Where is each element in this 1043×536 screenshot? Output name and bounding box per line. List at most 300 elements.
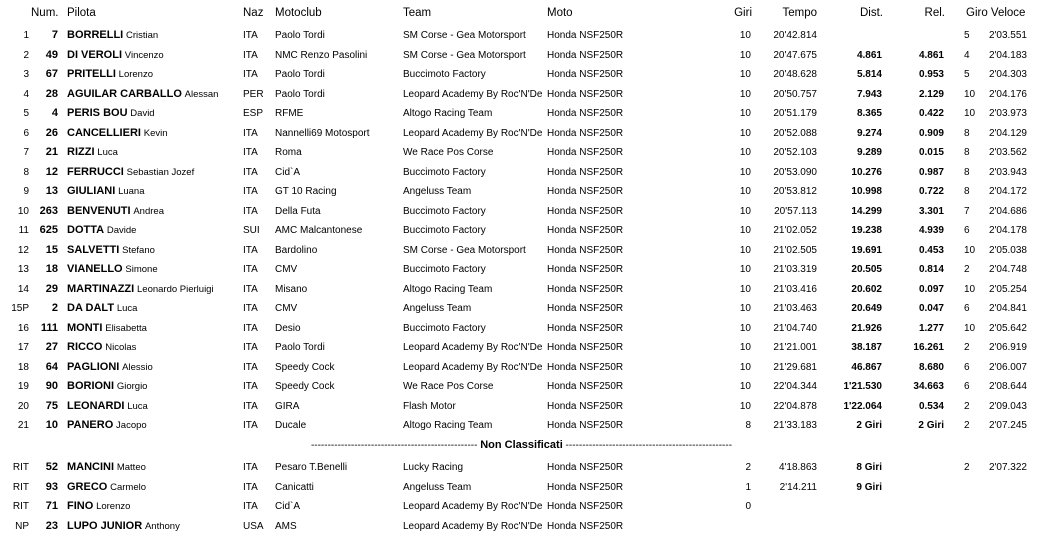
best-lap-number-cell: 6 (964, 361, 970, 373)
dist-cell: 9.289 (856, 147, 882, 158)
surname: FERRUCCI (67, 165, 124, 178)
team-cell: Leopard Academy By Roc'N'De (403, 521, 543, 533)
moto-cell: Honda NSF250R (547, 69, 624, 80)
best-lap-time-cell: 2'05.038 (988, 244, 1027, 256)
motoclub-cell: Della Futa (275, 205, 321, 217)
table-row (0, 124, 1043, 143)
first-name: Simone (125, 264, 158, 275)
pilota-cell (67, 182, 144, 201)
pilota-cell (67, 416, 147, 435)
rel-cell: 0.909 (918, 127, 944, 139)
number-cell: 29 (45, 282, 58, 295)
first-name: Lorenzo (96, 501, 131, 513)
best-lap-number-cell: 4 (964, 49, 970, 61)
header-dist: Dist. (860, 7, 883, 19)
dist-cell: 14.299 (851, 205, 882, 217)
giri-cell: 10 (739, 69, 751, 80)
naz-cell: ITA (243, 264, 258, 275)
header-tempo: Tempo (782, 7, 817, 19)
first-name: Luca (127, 400, 148, 412)
giri-cell: 10 (739, 127, 751, 139)
table-row (0, 416, 1043, 435)
moto-cell: Honda NSF250R (547, 303, 624, 314)
best-lap-time-cell: 2'09.043 (988, 400, 1027, 412)
moto-cell: Honda NSF250R (547, 342, 624, 353)
moto-cell: Honda NSF250R (547, 521, 624, 533)
best-lap-time-cell: 2'04.176 (988, 88, 1027, 100)
number-cell: 13 (45, 185, 58, 197)
best-lap-number-cell: 10 (964, 283, 976, 295)
first-name: Luca (97, 147, 118, 158)
surname: RICCO (67, 341, 103, 353)
team-cell: Buccimoto Factory (403, 225, 486, 236)
moto-cell: Honda NSF250R (547, 381, 624, 392)
pilota-cell (67, 338, 136, 357)
tempo-cell: 21'29.681 (773, 361, 817, 373)
best-lap-time-cell: 2'03.562 (988, 147, 1027, 158)
rel-cell: 0.015 (918, 147, 944, 158)
first-name: Matteo (116, 462, 146, 473)
moto-cell: Honda NSF250R (547, 88, 624, 100)
surname: CANCELLIERI (67, 126, 141, 139)
first-name: Sebastian Jozef (126, 166, 195, 178)
motoclub-cell: Nannelli69 Motosport (275, 127, 370, 139)
best-lap-number-cell: 5 (964, 69, 970, 80)
rel-cell: 1.277 (918, 322, 944, 334)
pilota-cell (67, 497, 130, 516)
rel-cell: 0.534 (918, 400, 944, 412)
giri-cell: 10 (739, 303, 751, 314)
tempo-cell: 21'04.740 (773, 322, 817, 334)
motoclub-cell: NMC Renzo Pasolini (275, 49, 368, 61)
number-cell: 2 (51, 302, 58, 314)
best-lap-number-cell: 10 (964, 244, 976, 256)
giri-cell: 0 (745, 501, 751, 513)
naz-cell: PER (243, 88, 264, 100)
header-naz: Naz (243, 7, 264, 19)
best-lap-time-cell: 2'08.644 (988, 381, 1027, 392)
number-cell: 21 (45, 146, 58, 158)
pilota-cell (67, 124, 168, 143)
moto-cell: Honda NSF250R (547, 462, 624, 473)
dist-cell: 5.814 (856, 69, 882, 80)
best-lap-number-cell: 7 (964, 205, 970, 217)
dist-cell: 20.505 (851, 264, 882, 275)
naz-cell: ITA (243, 501, 258, 513)
dist-cell: 9 Giri (856, 481, 882, 493)
position-cell: 16 (17, 322, 29, 334)
motoclub-cell: AMC Malcantonese (275, 225, 363, 236)
naz-cell: USA (243, 521, 264, 533)
position-cell: 20 (17, 400, 29, 412)
position-cell: 1 (23, 30, 29, 41)
table-row (0, 182, 1043, 201)
motoclub-cell: Desio (275, 322, 301, 334)
moto-cell: Honda NSF250R (547, 127, 624, 139)
number-cell: 26 (45, 126, 58, 139)
first-name: Luana (118, 186, 145, 197)
position-cell: 8 (23, 166, 29, 178)
rel-cell: 3.301 (918, 205, 944, 217)
rel-cell: 0.097 (918, 283, 944, 295)
tempo-cell: 20'50.757 (773, 88, 817, 100)
table-row (0, 478, 1043, 497)
team-cell: Altogo Racing Team (403, 283, 493, 295)
table-row (0, 338, 1043, 357)
team-cell: Buccimoto Factory (403, 166, 486, 178)
team-cell: Altogo Racing Team (403, 420, 493, 431)
tempo-cell: 20'47.675 (773, 49, 817, 61)
giri-cell: 8 (745, 420, 751, 431)
table-row (0, 260, 1043, 279)
motoclub-cell: GT 10 Racing (275, 186, 337, 197)
pilota-cell (67, 319, 147, 338)
best-lap-number-cell: 10 (964, 322, 976, 334)
team-cell: SM Corse - Gea Motorsport (403, 49, 526, 61)
rel-cell: 34.663 (913, 381, 944, 392)
surname: AGUILAR CARBALLO (67, 87, 182, 100)
giri-cell: 10 (739, 108, 751, 119)
best-lap-time-cell: 2'04.303 (988, 69, 1027, 80)
best-lap-time-cell: 2'04.841 (988, 303, 1027, 314)
team-cell: Lucky Racing (403, 462, 464, 473)
giri-cell: 10 (739, 225, 751, 236)
pilota-cell (67, 65, 153, 84)
pilota-cell (67, 163, 194, 182)
table-row (0, 358, 1043, 377)
best-lap-number-cell: 2 (964, 462, 970, 473)
best-lap-time-cell: 2'04.748 (988, 264, 1027, 275)
rel-cell: 16.261 (913, 342, 944, 353)
moto-cell: Honda NSF250R (547, 147, 624, 158)
best-lap-number-cell: 6 (964, 381, 970, 392)
pilota-cell (67, 397, 148, 416)
header-num: Num. (31, 7, 59, 19)
number-cell: 75 (45, 399, 58, 412)
naz-cell: SUI (243, 225, 260, 236)
motoclub-cell: Speedy Cock (275, 361, 335, 373)
motoclub-cell: AMS (275, 521, 297, 533)
team-cell: Leopard Academy By Roc'N'De (403, 361, 543, 373)
best-lap-time-cell: 2'03.943 (988, 166, 1027, 178)
giri-cell: 10 (739, 147, 751, 158)
best-lap-number-cell: 6 (964, 303, 970, 314)
table-row (0, 377, 1043, 396)
best-lap-time-cell: 2'04.178 (988, 225, 1027, 236)
surname: GRECO (67, 480, 108, 493)
number-cell: 64 (45, 360, 58, 373)
position-cell: 3 (23, 69, 29, 80)
moto-cell: Honda NSF250R (547, 400, 624, 412)
moto-cell: Honda NSF250R (547, 481, 624, 493)
table-row (0, 202, 1043, 221)
pilota-cell (67, 478, 146, 497)
rel-cell: 0.987 (918, 166, 944, 178)
pilota-cell (67, 280, 214, 299)
moto-cell: Honda NSF250R (547, 264, 624, 275)
giri-cell: 10 (739, 30, 751, 41)
tempo-cell: 21'33.183 (773, 420, 817, 431)
tempo-cell: 21'03.416 (773, 283, 817, 295)
giri-cell: 10 (739, 361, 751, 373)
best-lap-number-cell: 6 (964, 225, 970, 236)
best-lap-time-cell: 2'03.551 (988, 30, 1027, 41)
tempo-cell: 21'03.463 (773, 303, 817, 314)
position-cell: 5 (23, 108, 29, 119)
motoclub-cell: Roma (275, 147, 302, 158)
dist-cell: 1'22.064 (843, 400, 882, 412)
rel-cell: 8.680 (918, 361, 944, 373)
dist-cell: 7.943 (856, 88, 882, 100)
team-cell: Buccimoto Factory (403, 205, 486, 217)
separator-left-dashes: -------------------------------------------------- (310, 440, 478, 451)
rel-cell: 0.422 (918, 108, 944, 119)
position-cell: 12 (17, 244, 29, 256)
table-row (0, 221, 1043, 240)
naz-cell: ITA (243, 186, 258, 197)
tempo-cell: 20'57.113 (774, 205, 817, 217)
best-lap-number-cell: 8 (964, 147, 970, 158)
team-cell: Altogo Racing Team (403, 108, 493, 119)
table-row (0, 280, 1043, 299)
rel-cell: 0.953 (918, 69, 944, 80)
header-pilota: Pilota (67, 7, 96, 19)
best-lap-number-cell: 5 (964, 30, 970, 41)
position-cell: 7 (23, 147, 29, 158)
best-lap-time-cell: 2'04.129 (988, 127, 1027, 139)
giri-cell: 10 (739, 322, 751, 334)
naz-cell: ITA (243, 462, 258, 473)
table-row (0, 319, 1043, 338)
pilota-cell (67, 143, 118, 162)
pilota-cell (67, 517, 180, 536)
position-cell: 4 (23, 88, 29, 100)
surname: BENVENUTI (67, 204, 131, 217)
tempo-cell: 20'48.628 (773, 69, 817, 80)
best-lap-number-cell: 8 (964, 127, 970, 139)
tempo-cell: 2'14.211 (779, 481, 817, 493)
team-cell: Angeluss Team (403, 186, 472, 197)
naz-cell: ITA (243, 381, 258, 392)
moto-cell: Honda NSF250R (547, 283, 624, 295)
pilota-cell (67, 104, 155, 123)
surname: VIANELLO (67, 263, 123, 275)
separator-label: Non Classificati (480, 439, 563, 451)
number-cell: 90 (45, 380, 58, 392)
best-lap-number-cell: 2 (964, 264, 970, 275)
best-lap-number-cell: 10 (964, 108, 976, 119)
number-cell: 111 (40, 321, 58, 334)
giri-cell: 10 (739, 49, 751, 61)
table-row (0, 85, 1043, 104)
dist-cell: 19.691 (851, 244, 882, 256)
tempo-cell: 21'02.505 (773, 244, 817, 256)
first-name: Carmelo (110, 481, 147, 493)
dist-cell: 9.274 (856, 127, 882, 139)
number-cell: 12 (45, 165, 58, 178)
header-team: Team (403, 7, 432, 19)
surname: LUPO JUNIOR (67, 520, 143, 533)
position-cell: 17 (17, 342, 29, 353)
best-lap-number-cell: 2 (964, 420, 970, 431)
surname: DA DALT (67, 302, 115, 314)
giri-cell: 10 (739, 400, 751, 412)
team-cell: Leopard Academy By Roc'N'De (403, 127, 543, 139)
first-name: Alessio (122, 361, 153, 373)
header-moto: Moto (547, 7, 573, 19)
naz-cell: ITA (243, 30, 258, 41)
naz-cell: ITA (243, 49, 258, 61)
tempo-cell: 20'53.090 (773, 166, 817, 178)
motoclub-cell: Paolo Tordi (275, 30, 325, 41)
dist-cell: 4.861 (856, 49, 882, 61)
team-cell: Leopard Academy By Roc'N'De (403, 342, 543, 353)
naz-cell: ITA (243, 361, 258, 373)
tempo-cell: 21'21.001 (773, 342, 817, 353)
pilota-cell (67, 46, 164, 65)
dist-cell: 38.187 (851, 342, 882, 353)
table-row (0, 104, 1043, 123)
best-lap-number-cell: 8 (964, 166, 970, 178)
pilota-cell (67, 299, 137, 318)
table-row (0, 458, 1043, 477)
rel-cell: 0.722 (918, 186, 944, 197)
position-cell: 10 (17, 205, 29, 217)
moto-cell: Honda NSF250R (547, 322, 624, 334)
motoclub-cell: Speedy Cock (275, 381, 335, 392)
tempo-cell: 21'02.052 (773, 225, 817, 236)
position-cell: RIT (12, 481, 29, 493)
first-name: Nicolas (105, 342, 137, 353)
motoclub-cell: Cid`A (275, 501, 301, 513)
position-cell: NP (15, 521, 29, 533)
table-row (0, 299, 1043, 318)
tempo-cell: 20'52.103 (773, 147, 817, 158)
surname: LEONARDI (67, 399, 125, 412)
team-cell: Angeluss Team (403, 303, 472, 314)
pilota-cell (67, 85, 218, 104)
team-cell: SM Corse - Gea Motorsport (403, 30, 526, 41)
number-cell: 93 (45, 480, 58, 493)
moto-cell: Honda NSF250R (547, 166, 624, 178)
table-header (0, 4, 1043, 23)
team-cell: We Race Pos Corse (403, 147, 494, 158)
position-cell: 6 (23, 127, 29, 139)
dist-cell: 20.649 (851, 303, 882, 314)
first-name: Giorgio (116, 381, 148, 392)
position-cell: 19 (17, 381, 29, 392)
motoclub-cell: RFME (275, 108, 304, 119)
surname: SALVETTI (67, 243, 120, 256)
giri-cell: 10 (739, 342, 751, 353)
best-lap-time-cell: 2'05.642 (988, 322, 1027, 334)
number-cell: 4 (51, 107, 58, 119)
position-cell: 2 (23, 49, 29, 61)
giri-cell: 1 (745, 481, 751, 493)
best-lap-time-cell: 2'05.254 (988, 283, 1027, 295)
surname: PAGLIONI (67, 360, 120, 373)
team-cell: SM Corse - Gea Motorsport (403, 244, 526, 256)
rel-cell: 0.047 (918, 303, 944, 314)
naz-cell: ITA (243, 420, 258, 431)
tempo-cell: 21'03.319 (773, 264, 817, 275)
moto-cell: Honda NSF250R (547, 205, 624, 217)
naz-cell: ITA (243, 322, 258, 334)
pilota-cell (67, 458, 146, 477)
first-name: Anthony (144, 521, 180, 533)
giri-cell: 2 (745, 462, 751, 473)
naz-cell: ITA (243, 244, 258, 256)
number-cell: 67 (45, 68, 58, 80)
first-name: Andrea (133, 205, 164, 217)
naz-cell: ITA (243, 303, 258, 314)
number-cell: 263 (39, 204, 58, 217)
surname: PANERO (67, 419, 114, 431)
first-name: Elisabetta (105, 322, 147, 334)
first-name: Alessan (184, 88, 219, 100)
best-lap-number-cell: 2 (964, 400, 970, 412)
position-cell: 11 (18, 225, 29, 236)
position-cell: 14 (17, 283, 29, 295)
surname: PRITELLI (67, 68, 116, 80)
surname: GIULIANI (67, 185, 116, 197)
naz-cell: ITA (243, 205, 258, 217)
tempo-cell: 20'53.812 (773, 186, 817, 197)
motoclub-cell: Bardolino (275, 244, 318, 256)
motoclub-cell: CMV (275, 264, 298, 275)
dist-cell: 2 Giri (856, 420, 882, 431)
motoclub-cell: CMV (275, 303, 298, 314)
separator-right-dashes: -------------------------------------------------- (565, 440, 733, 451)
first-name: Vincenzo (124, 49, 164, 61)
position-cell: 13 (17, 264, 29, 275)
team-cell: We Race Pos Corse (403, 381, 494, 392)
number-cell: 23 (45, 520, 58, 533)
motoclub-cell: GIRA (275, 400, 300, 412)
moto-cell: Honda NSF250R (547, 186, 624, 197)
dist-cell: 8 Giri (856, 462, 882, 473)
giri-cell: 10 (739, 244, 751, 256)
best-lap-time-cell: 2'07.245 (988, 420, 1027, 431)
table-row (0, 241, 1043, 260)
team-cell: Angeluss Team (403, 481, 472, 493)
giri-cell: 10 (739, 381, 751, 392)
number-cell: 7 (51, 29, 58, 41)
moto-cell: Honda NSF250R (547, 225, 624, 236)
dist-cell: 20.602 (851, 283, 882, 295)
pilota-cell (67, 241, 155, 260)
number-cell: 27 (45, 341, 58, 353)
first-name: Stefano (122, 244, 155, 256)
naz-cell: ITA (243, 481, 258, 493)
header-giro-veloce: Giro Veloce (966, 7, 1026, 19)
motoclub-cell: Paolo Tordi (275, 88, 325, 100)
pilota-cell (67, 221, 136, 240)
motoclub-cell: Paolo Tordi (275, 69, 325, 80)
surname: RIZZI (67, 146, 95, 158)
first-name: David (130, 108, 155, 119)
surname: DI VEROLI (67, 48, 123, 61)
motoclub-cell: Pesaro T.Benelli (275, 462, 348, 473)
non-classified-separator (0, 436, 1043, 454)
giri-cell: 10 (739, 283, 751, 295)
dist-cell: 10.276 (851, 166, 882, 178)
moto-cell: Honda NSF250R (547, 361, 624, 373)
pilota-cell (67, 260, 158, 279)
moto-cell: Honda NSF250R (547, 420, 624, 431)
best-lap-number-cell: 8 (964, 186, 970, 197)
pilota-cell (67, 358, 153, 377)
